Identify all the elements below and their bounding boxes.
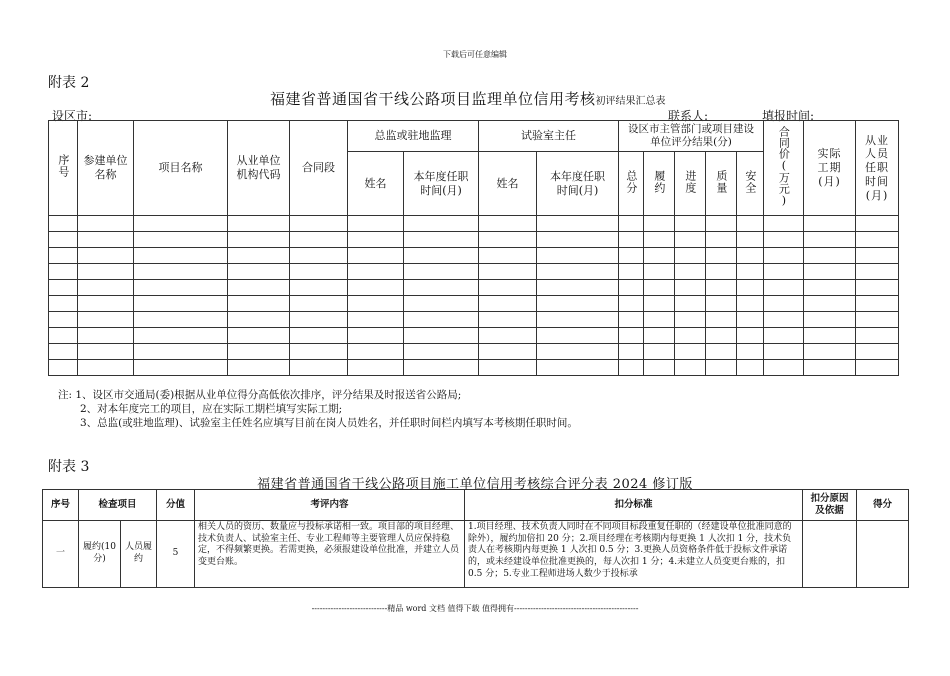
col-unit: 参建单位名称 — [78, 121, 134, 216]
blank-cell — [404, 232, 479, 248]
blank-row — [49, 280, 899, 296]
appendix3-title: 福建省普通国省干线公路项目施工单位信用考核综合评分表 2024 修订版 — [257, 477, 693, 492]
t3-col-score: 分值 — [157, 490, 195, 521]
blank-cell — [644, 232, 675, 248]
blank-cell — [290, 232, 348, 248]
appendix2-title-main: 福建省普通国省干线公路项目监理单位信用考核 — [270, 90, 596, 108]
blank-cell — [228, 232, 290, 248]
blank-cell — [764, 280, 804, 296]
blank-cell — [290, 280, 348, 296]
blank-cell — [348, 344, 404, 360]
blank-cell — [737, 328, 764, 344]
blank-cell — [706, 328, 737, 344]
blank-cell — [479, 280, 537, 296]
blank-cell — [619, 312, 644, 328]
blank-cell — [675, 312, 706, 328]
blank-cell — [706, 264, 737, 280]
blank-cell — [619, 328, 644, 344]
t3-row-seq: 一 — [43, 521, 79, 588]
t3-col-item: 检查项目 — [79, 490, 157, 521]
blank-cell — [134, 280, 228, 296]
blank-cell — [479, 312, 537, 328]
blank-cell — [856, 312, 899, 328]
col-org-code: 从业单位机构代码 — [228, 121, 290, 216]
blank-cell — [479, 360, 537, 376]
blank-cell — [737, 312, 764, 328]
t3-row-content: 相关人员的资历、数量应与投标承诺相一致。项目部的项目经理、技术负责人、试验室主任、专业工程师等主要管理人员应保持稳定，不得频繁更换。若需更换，必须报建设单位批准，并建立人员变更台账。 — [195, 521, 465, 588]
blank-cell — [706, 232, 737, 248]
blank-cell — [228, 248, 290, 264]
col-seq: 序号 — [56, 154, 70, 179]
blank-cell — [675, 328, 706, 344]
blank-cell — [706, 344, 737, 360]
col-supervisor: 总监或驻地监理 — [348, 121, 479, 152]
blank-cell — [228, 360, 290, 376]
blank-cell — [675, 344, 706, 360]
blank-cell — [706, 216, 737, 232]
blank-cell — [537, 344, 619, 360]
blank-cell — [737, 264, 764, 280]
blank-row — [49, 296, 899, 312]
t3-col-standard: 扣分标准 — [465, 490, 803, 521]
col-quality: 质量 — [714, 169, 728, 194]
blank-cell — [134, 248, 228, 264]
blank-cell — [537, 328, 619, 344]
blank-cell — [644, 216, 675, 232]
blank-cell — [737, 344, 764, 360]
t3-col-got: 得分 — [857, 490, 909, 521]
blank-cell — [479, 216, 537, 232]
blank-row — [49, 264, 899, 280]
blank-cell — [856, 296, 899, 312]
blank-cell — [78, 232, 134, 248]
blank-cell — [644, 328, 675, 344]
t3-row-item: 履约(10分) — [79, 521, 121, 588]
col-lab-tenure: 本年度任职时间(月) — [537, 152, 619, 216]
blank-cell — [644, 248, 675, 264]
blank-cell — [348, 248, 404, 264]
blank-row — [49, 312, 899, 328]
blank-cell — [348, 312, 404, 328]
blank-cell — [737, 280, 764, 296]
blank-row — [49, 216, 899, 232]
blank-cell — [644, 296, 675, 312]
blank-cell — [764, 296, 804, 312]
blank-cell — [348, 216, 404, 232]
blank-cell — [404, 360, 479, 376]
blank-cell — [764, 312, 804, 328]
blank-cell — [804, 296, 856, 312]
blank-cell — [404, 344, 479, 360]
blank-cell — [404, 328, 479, 344]
blank-cell — [537, 264, 619, 280]
blank-cell — [479, 344, 537, 360]
col-staff-tenure: 从业人员任职时间(月) — [865, 133, 889, 202]
blank-cell — [804, 360, 856, 376]
blank-cell — [644, 360, 675, 376]
appendix2-title — [270, 88, 666, 109]
appendix3-table — [42, 489, 909, 588]
blank-row — [49, 328, 899, 344]
blank-cell — [737, 360, 764, 376]
blank-cell — [537, 280, 619, 296]
blank-cell — [228, 312, 290, 328]
blank-cell — [348, 360, 404, 376]
blank-cell — [706, 360, 737, 376]
blank-cell — [764, 344, 804, 360]
blank-row — [49, 344, 899, 360]
blank-cell — [764, 248, 804, 264]
blank-cell — [134, 360, 228, 376]
blank-cell — [644, 280, 675, 296]
blank-cell — [675, 232, 706, 248]
blank-cell — [134, 312, 228, 328]
blank-cell — [134, 328, 228, 344]
blank-cell — [228, 344, 290, 360]
blank-cell — [537, 248, 619, 264]
blank-cell — [404, 296, 479, 312]
blank-cell — [348, 264, 404, 280]
blank-cell — [49, 264, 78, 280]
blank-cell — [537, 360, 619, 376]
blank-cell — [706, 312, 737, 328]
blank-cell — [78, 248, 134, 264]
t3-col-reason: 扣分原因及依据 — [803, 490, 857, 521]
blank-cell — [764, 216, 804, 232]
note-2: 2、对本年度完工的项目，应在实际工期栏填写实际工期; — [80, 403, 343, 415]
blank-cell — [804, 312, 856, 328]
blank-cell — [348, 296, 404, 312]
col-total: 总分 — [624, 169, 638, 194]
blank-cell — [479, 264, 537, 280]
t3-row-got — [857, 521, 909, 588]
t3-col-seq: 序号 — [43, 490, 79, 521]
blank-cell — [675, 360, 706, 376]
blank-cell — [764, 328, 804, 344]
blank-cell — [856, 232, 899, 248]
blank-cell — [134, 264, 228, 280]
col-period: 实际工期(月) — [817, 147, 842, 188]
blank-cell — [49, 360, 78, 376]
col-contract: 合同段 — [290, 121, 348, 216]
blank-cell — [134, 232, 228, 248]
blank-cell — [78, 328, 134, 344]
blank-cell — [619, 344, 644, 360]
blank-cell — [228, 216, 290, 232]
note-3: 3、总监(或驻地监理)、试验室主任姓名应填写目前在岗人员姓名，并任职时间栏内填写本考核期任职时间。 — [80, 417, 578, 429]
blank-cell — [49, 280, 78, 296]
blank-cell — [619, 264, 644, 280]
blank-cell — [78, 360, 134, 376]
blank-cell — [134, 216, 228, 232]
blank-cell — [348, 280, 404, 296]
blank-cell — [856, 216, 899, 232]
blank-cell — [856, 264, 899, 280]
blank-cell — [404, 280, 479, 296]
blank-cell — [404, 264, 479, 280]
blank-cell — [804, 280, 856, 296]
blank-cell — [675, 248, 706, 264]
blank-cell — [644, 264, 675, 280]
blank-cell — [737, 216, 764, 232]
blank-cell — [78, 280, 134, 296]
col-project: 项目名称 — [134, 121, 228, 216]
blank-cell — [706, 296, 737, 312]
blank-cell — [290, 296, 348, 312]
blank-cell — [479, 232, 537, 248]
blank-cell — [706, 280, 737, 296]
blank-cell — [290, 216, 348, 232]
blank-cell — [804, 232, 856, 248]
appendix3-label: 附表 3 — [48, 459, 90, 475]
blank-cell — [228, 280, 290, 296]
meta-contact: 联系人: — [668, 109, 709, 123]
blank-cell — [737, 296, 764, 312]
col-lab-name: 姓名 — [479, 152, 537, 216]
blank-cell — [49, 344, 78, 360]
blank-cell — [764, 360, 804, 376]
blank-cell — [856, 248, 899, 264]
t3-col-content: 考评内容 — [195, 490, 465, 521]
t3-row-score: 5 — [157, 521, 195, 588]
blank-cell — [134, 296, 228, 312]
blank-cell — [804, 328, 856, 344]
blank-cell — [706, 248, 737, 264]
blank-cell — [619, 280, 644, 296]
blank-row — [49, 248, 899, 264]
blank-cell — [290, 248, 348, 264]
blank-cell — [49, 248, 78, 264]
blank-cell — [619, 296, 644, 312]
blank-cell — [228, 328, 290, 344]
t3-row-standard: 1.项目经理、技术负责人同时在不同项目标段重复任职的（经建设单位批准同意的除外），履约加倍扣 20 分；2.项目经理在考核期内每更换 1 人次扣 1 分，技术负责人在考核期内每更换 1 人次扣 0.5 分；3.更换人员资格条件低于投标文件承诺的，或未经建设单位批准更换的，每人次扣 1 分；4.未建立人员变更台账的，扣 0.5 分；5.专业工程师进场人数少于投标承 — [465, 521, 803, 588]
t3-row-sub: 人员履约 — [121, 521, 157, 588]
header-note: 下载后可任意编辑 — [443, 50, 507, 59]
blank-cell — [856, 328, 899, 344]
blank-cell — [348, 232, 404, 248]
t3-row-reason — [803, 521, 857, 588]
blank-cell — [764, 264, 804, 280]
appendix2-notes — [58, 388, 578, 430]
blank-cell — [78, 344, 134, 360]
blank-cell — [737, 248, 764, 264]
blank-cell — [619, 360, 644, 376]
blank-cell — [290, 328, 348, 344]
col-progress: 进度 — [683, 169, 697, 194]
blank-cell — [134, 344, 228, 360]
blank-cell — [290, 264, 348, 280]
note-1: 注: 1、设区市交通局(委)根据从业单位得分高低依次排序，评分结果及时报送省公路局; — [58, 389, 462, 401]
blank-cell — [804, 248, 856, 264]
blank-cell — [78, 296, 134, 312]
blank-cell — [49, 296, 78, 312]
blank-cell — [764, 232, 804, 248]
blank-cell — [479, 296, 537, 312]
blank-cell — [479, 248, 537, 264]
blank-cell — [619, 232, 644, 248]
blank-cell — [644, 344, 675, 360]
blank-cell — [804, 344, 856, 360]
blank-cell — [49, 312, 78, 328]
blank-cell — [856, 360, 899, 376]
blank-cell — [290, 312, 348, 328]
blank-cell — [675, 280, 706, 296]
blank-cell — [404, 312, 479, 328]
blank-cell — [49, 232, 78, 248]
appendix2-title-small: 初评结果汇总表 — [595, 96, 666, 107]
col-price: 合同价(万元) — [777, 125, 791, 207]
col-supervisor-tenure: 本年度任职时间(月) — [404, 152, 479, 216]
blank-cell — [619, 216, 644, 232]
blank-cell — [619, 248, 644, 264]
blank-cell — [228, 264, 290, 280]
col-supervisor-name: 姓名 — [348, 152, 404, 216]
appendix2-table — [48, 120, 899, 376]
blank-cell — [737, 232, 764, 248]
col-score-group: 设区市主管部门或项目建设单位评分结果(分) — [619, 121, 764, 152]
blank-cell — [404, 248, 479, 264]
blank-cell — [537, 216, 619, 232]
blank-cell — [537, 296, 619, 312]
appendix2-label: 附表 2 — [48, 75, 90, 91]
blank-cell — [404, 216, 479, 232]
blank-cell — [675, 216, 706, 232]
blank-cell — [479, 328, 537, 344]
meta-city: 设区市: — [52, 109, 93, 123]
blank-cell — [78, 312, 134, 328]
col-lab: 试验室主任 — [479, 121, 619, 152]
blank-cell — [290, 360, 348, 376]
blank-cell — [644, 312, 675, 328]
blank-cell — [537, 312, 619, 328]
blank-cell — [228, 296, 290, 312]
blank-cell — [49, 216, 78, 232]
col-perform: 履约 — [652, 169, 666, 194]
blank-cell — [675, 264, 706, 280]
footer-line: ----------------------------精品 word 文档 值得下载 值得拥有---------------------------------------------- — [311, 604, 639, 613]
blank-cell — [804, 264, 856, 280]
blank-row — [49, 360, 899, 376]
col-safety: 安全 — [743, 169, 757, 194]
blank-cell — [348, 328, 404, 344]
blank-cell — [856, 344, 899, 360]
blank-cell — [675, 296, 706, 312]
blank-cell — [290, 344, 348, 360]
blank-cell — [78, 216, 134, 232]
blank-row — [49, 232, 899, 248]
blank-cell — [78, 264, 134, 280]
blank-cell — [49, 328, 78, 344]
blank-cell — [804, 216, 856, 232]
blank-cell — [856, 280, 899, 296]
blank-cell — [537, 232, 619, 248]
meta-time: 填报时间: — [762, 109, 815, 123]
